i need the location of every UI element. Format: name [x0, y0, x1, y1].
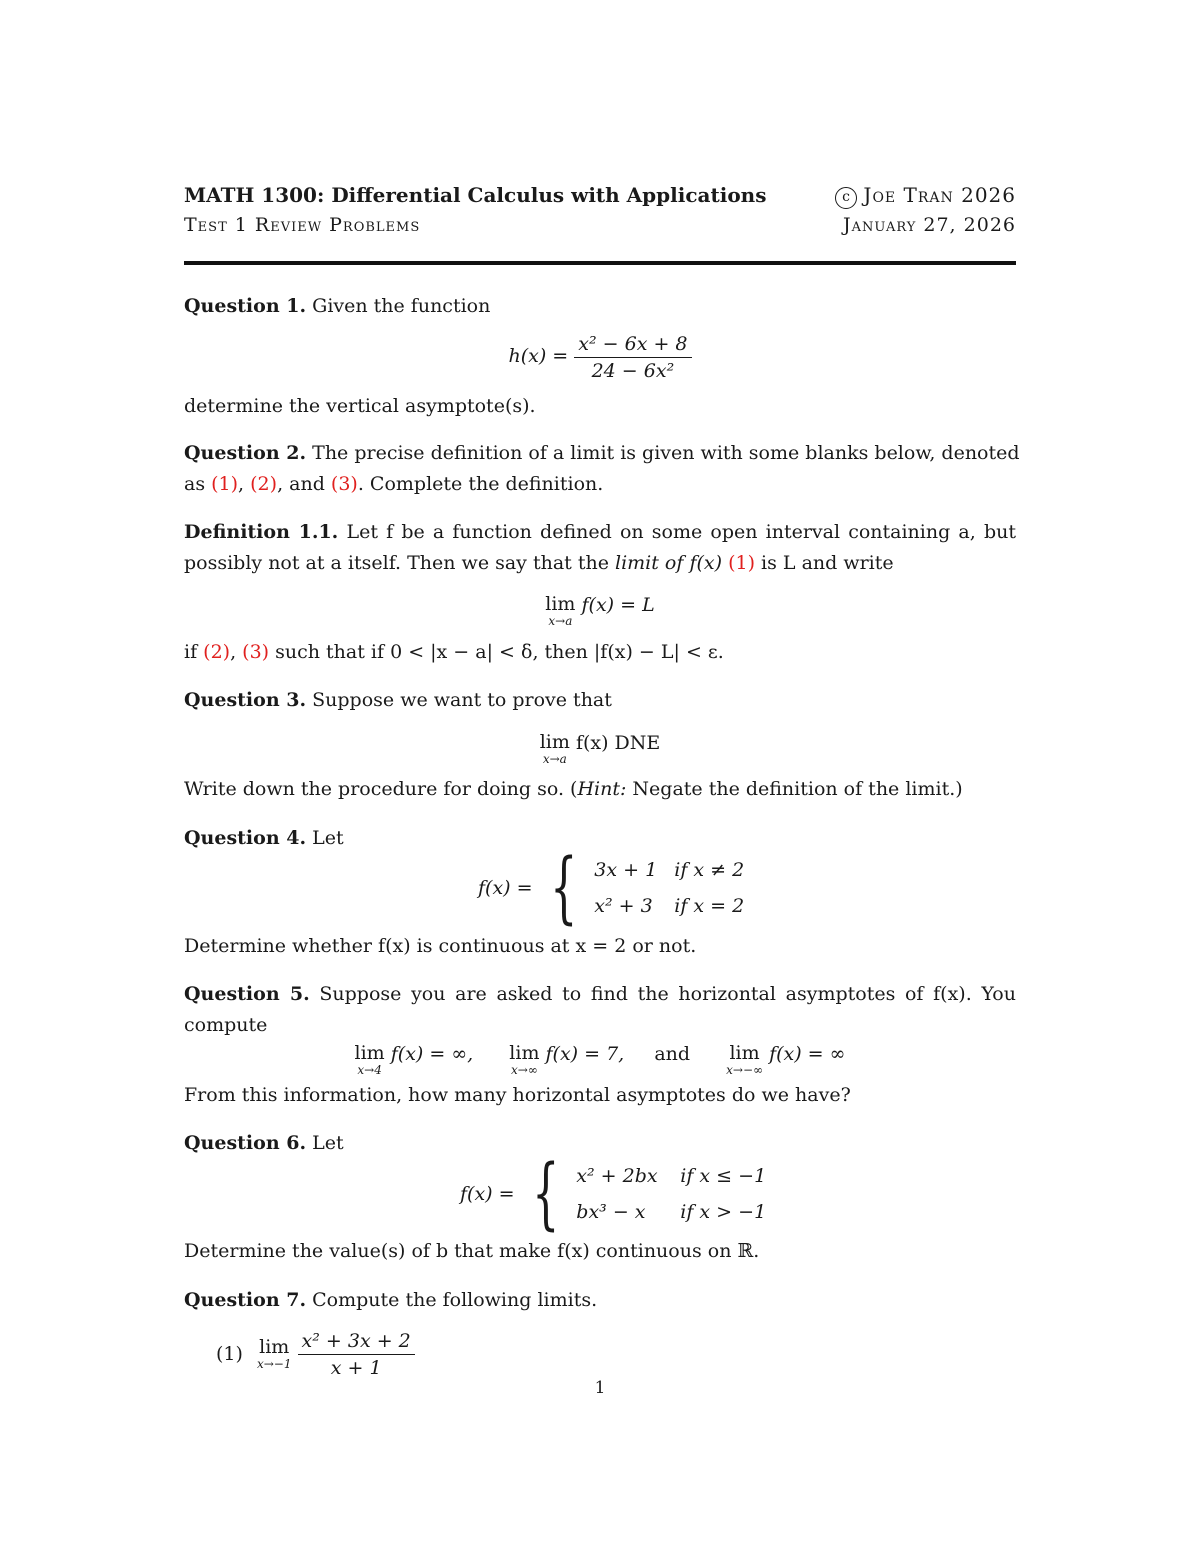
blank-3-ref: (3) [330, 473, 358, 495]
question-7: Question 7. Compute the following limits. [184, 1289, 598, 1311]
question-4: Question 4. Let [184, 827, 344, 849]
question-2-label: Question 2. [184, 442, 307, 464]
question-6: Question 6. Let [184, 1132, 344, 1154]
question-1-equation: h(x) = $\frac{\text{x² − 6x + 8}}{\text{24 − 6x²}}$ [184, 328, 1016, 384]
left-brace-icon: { [531, 1149, 560, 1239]
definition-label: Definition 1.1. [184, 521, 339, 543]
question-6-label: Question 6. [184, 1132, 307, 1154]
question-3-label: Question 3. [184, 689, 307, 711]
question-4-piecewise: f(x) = { 3x + 1 if x ≠ 2 x² + 3 if x = 2 [478, 843, 745, 933]
question-2-line-2: as (1), (2), and (3). Complete the definition. [184, 473, 604, 495]
question-1: Question 1. Given the function [184, 295, 491, 317]
question-6-task: Determine the value(s) of b that make f(x) continuous on ℝ. [184, 1240, 760, 1262]
date: January 27, 2026 [843, 214, 1016, 236]
header-rule [184, 261, 1016, 265]
question-5-limits: lim x→4 f(x) = ∞, lim x→∞ f(x) = 7, and lim x→−∞ f(x) = ∞ [354, 1042, 846, 1077]
author: c Joe Tran 2026 [835, 183, 1016, 209]
question-2: Question 2. The precise definition of a limit is given with some blanks below, denoted [184, 442, 1020, 464]
question-5-task: From this information, how many horizontal asymptotes do we have? [184, 1084, 851, 1106]
question-1-task: determine the vertical asymptote(s). [184, 395, 536, 417]
blank-2-ref: (2) [250, 473, 278, 495]
question-6-piecewise: f(x) = { x² + 2bx if x ≤ −1 bx³ − x if x > −1 [460, 1149, 767, 1239]
question-3: Question 3. Suppose we want to prove that [184, 689, 612, 711]
definition-1-1: Definition 1.1. Let f be a function defined on some open interval containing a, but [184, 521, 1016, 543]
question-3-equation: lim x→a f(x) DNE [539, 731, 661, 766]
left-brace-icon: { [549, 843, 578, 933]
question-1-label: Question 1. [184, 295, 307, 317]
question-5-line-2: compute [184, 1014, 268, 1036]
page-number: 1 [594, 1378, 606, 1398]
question-7-label: Question 7. [184, 1289, 307, 1311]
definition-line-2: possibly not at a itself. Then we say that the limit of f(x) (1) is L and write [184, 552, 894, 574]
definition-condition: if (2), (3) such that if 0 < |x − a| < δ, then |f(x) − L| < ε. [184, 641, 724, 663]
question-3-task: Write down the procedure for doing so. (Hint: Negate the definition of the limit.) [184, 778, 963, 800]
question-4-label: Question 4. [184, 827, 307, 849]
blank-1-ref: (1) [211, 473, 239, 495]
definition-limit-equation: lim x→a f(x) = L [545, 593, 655, 628]
subtitle: Test 1 Review Problems [184, 214, 421, 236]
course-title: MATH 1300: Differential Calculus with Applications [184, 183, 767, 207]
question-7-item-1: (1) lim x→−1 $\frac{\text{x² + 3x + 2}}{x + 1}$ [216, 1325, 415, 1382]
copyright-icon: c [835, 187, 857, 209]
question-5: Question 5. Suppose you are asked to find the horizontal asymptotes of f(x). You [184, 983, 1016, 1005]
question-5-label: Question 5. [184, 983, 310, 1005]
question-4-task: Determine whether f(x) is continuous at x = 2 or not. [184, 935, 697, 957]
